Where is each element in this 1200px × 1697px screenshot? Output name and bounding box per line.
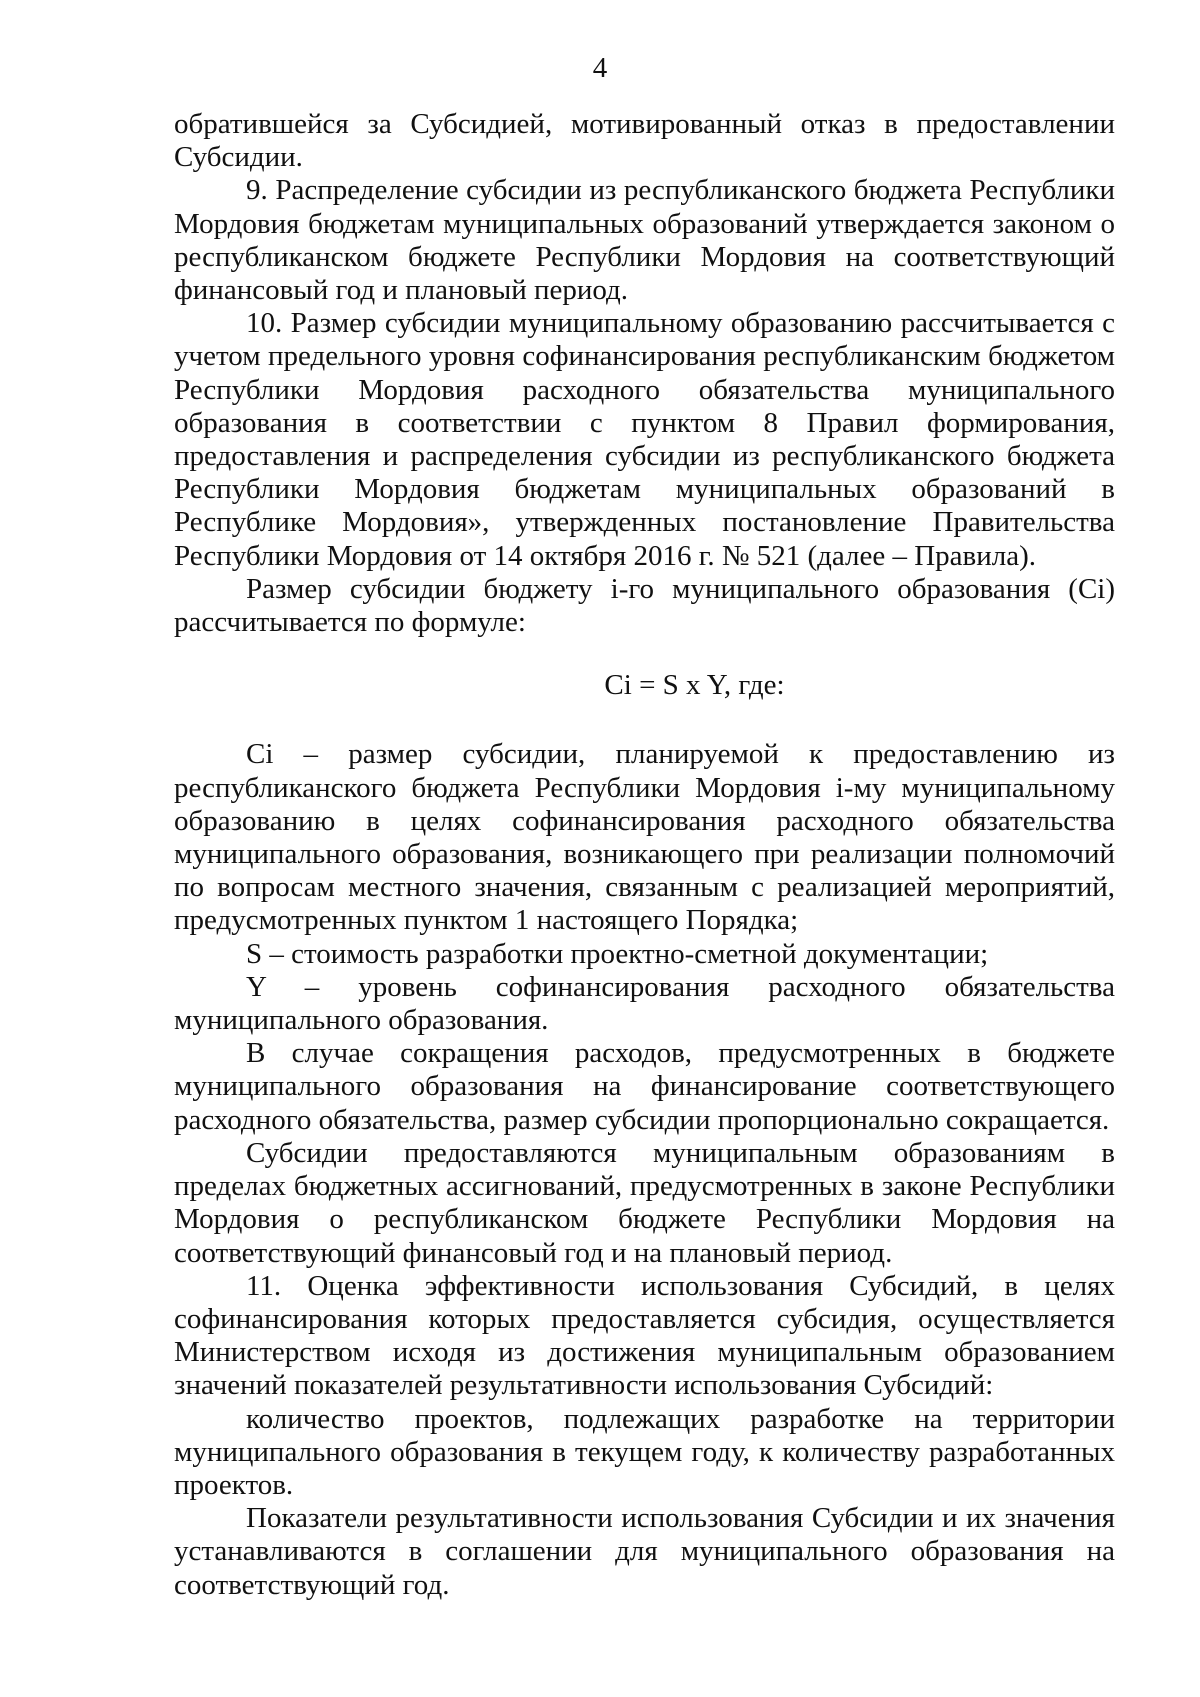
paragraph-formula-intro: Размер субсидии бюджету i-го муниципального образования (Ci) рассчитывается по формуле: (174, 572, 1115, 639)
paragraph-item-9: 9. Распределение субсидии из республиканского бюджета Республики Мордовия бюджетам муниципальных образований утверждается законом о республиканском бюджете Республики Мордовия на соответствующий финансовый год и плановый период. (174, 174, 1115, 307)
paragraph-item-11: 11. Оценка эффективности использования Субсидий, в целях софинансирования которых предоставляется субсидия, осуществляется Министерством исходя из достижения муниципальным образованием значений показателей результативности использования Субсидий: (174, 1269, 1115, 1402)
document-body (174, 108, 1115, 1602)
formula: Ci = S x Y, где: (604, 669, 785, 702)
paragraph-definition-s: S – стоимость разработки проектно-сметной документации; (246, 937, 989, 970)
paragraph-definition-ci: Ci – размер субсидии, планируемой к предоставлению из республиканского бюджета Республики Мордовия i-му муниципальному образованию в целях софинансирования расходного обязательства муниципального образования, возникающего при реализации полномочий по вопросам местного значения, связанным с реализацией мероприятий, предусмотренных пунктом 1 настоящего Порядка; (174, 738, 1115, 937)
paragraph-indicators-values: Показатели результативности использования Субсидии и их значения устанавливаются в соглашении для муниципального образования на соответствующий год. (174, 1502, 1115, 1601)
paragraph-definition-y: Y – уровень софинансирования расходного обязательства муниципального образования. (174, 970, 1115, 1037)
page-number: 4 (592, 52, 608, 84)
paragraph-item-10: 10. Размер субсидии муниципальному образованию рассчитывается с учетом предельного уровня софинансирования республиканским бюджетом Республики Мордовия расходного обязательства муниципального образования в соответствии с пунктом 8 Правил формирования, предоставления и распределения субсидии из республиканского бюджета Республики Мордовия бюджетам муниципальных образований в Республике Мордовия», утвержденных постановление Правительства Республики Мордовия от 14 октября 2016 г. № 521 (далее – Правила). (174, 307, 1115, 572)
paragraph-reduction: В случае сокращения расходов, предусмотренных в бюджете муниципального образования на финансирование соответствующего расходного обязательства, размер субсидии пропорционально сокращается. (174, 1037, 1115, 1136)
paragraph-continuation: обратившейся за Субсидией, мотивированный отказ в предоставлении Субсидии. (174, 108, 1115, 174)
paragraph-indicator: количество проектов, подлежащих разработке на территории муниципального образования в текущем году, к количеству разработанных проектов. (174, 1402, 1115, 1501)
paragraph-allocation: Субсидии предоставляются муниципальным образованиям в пределах бюджетных ассигнований, предусмотренных в законе Республики Мордовия о республиканском бюджете Республики Мордовия на соответствующий финансовый год и на плановый период. (174, 1136, 1115, 1269)
